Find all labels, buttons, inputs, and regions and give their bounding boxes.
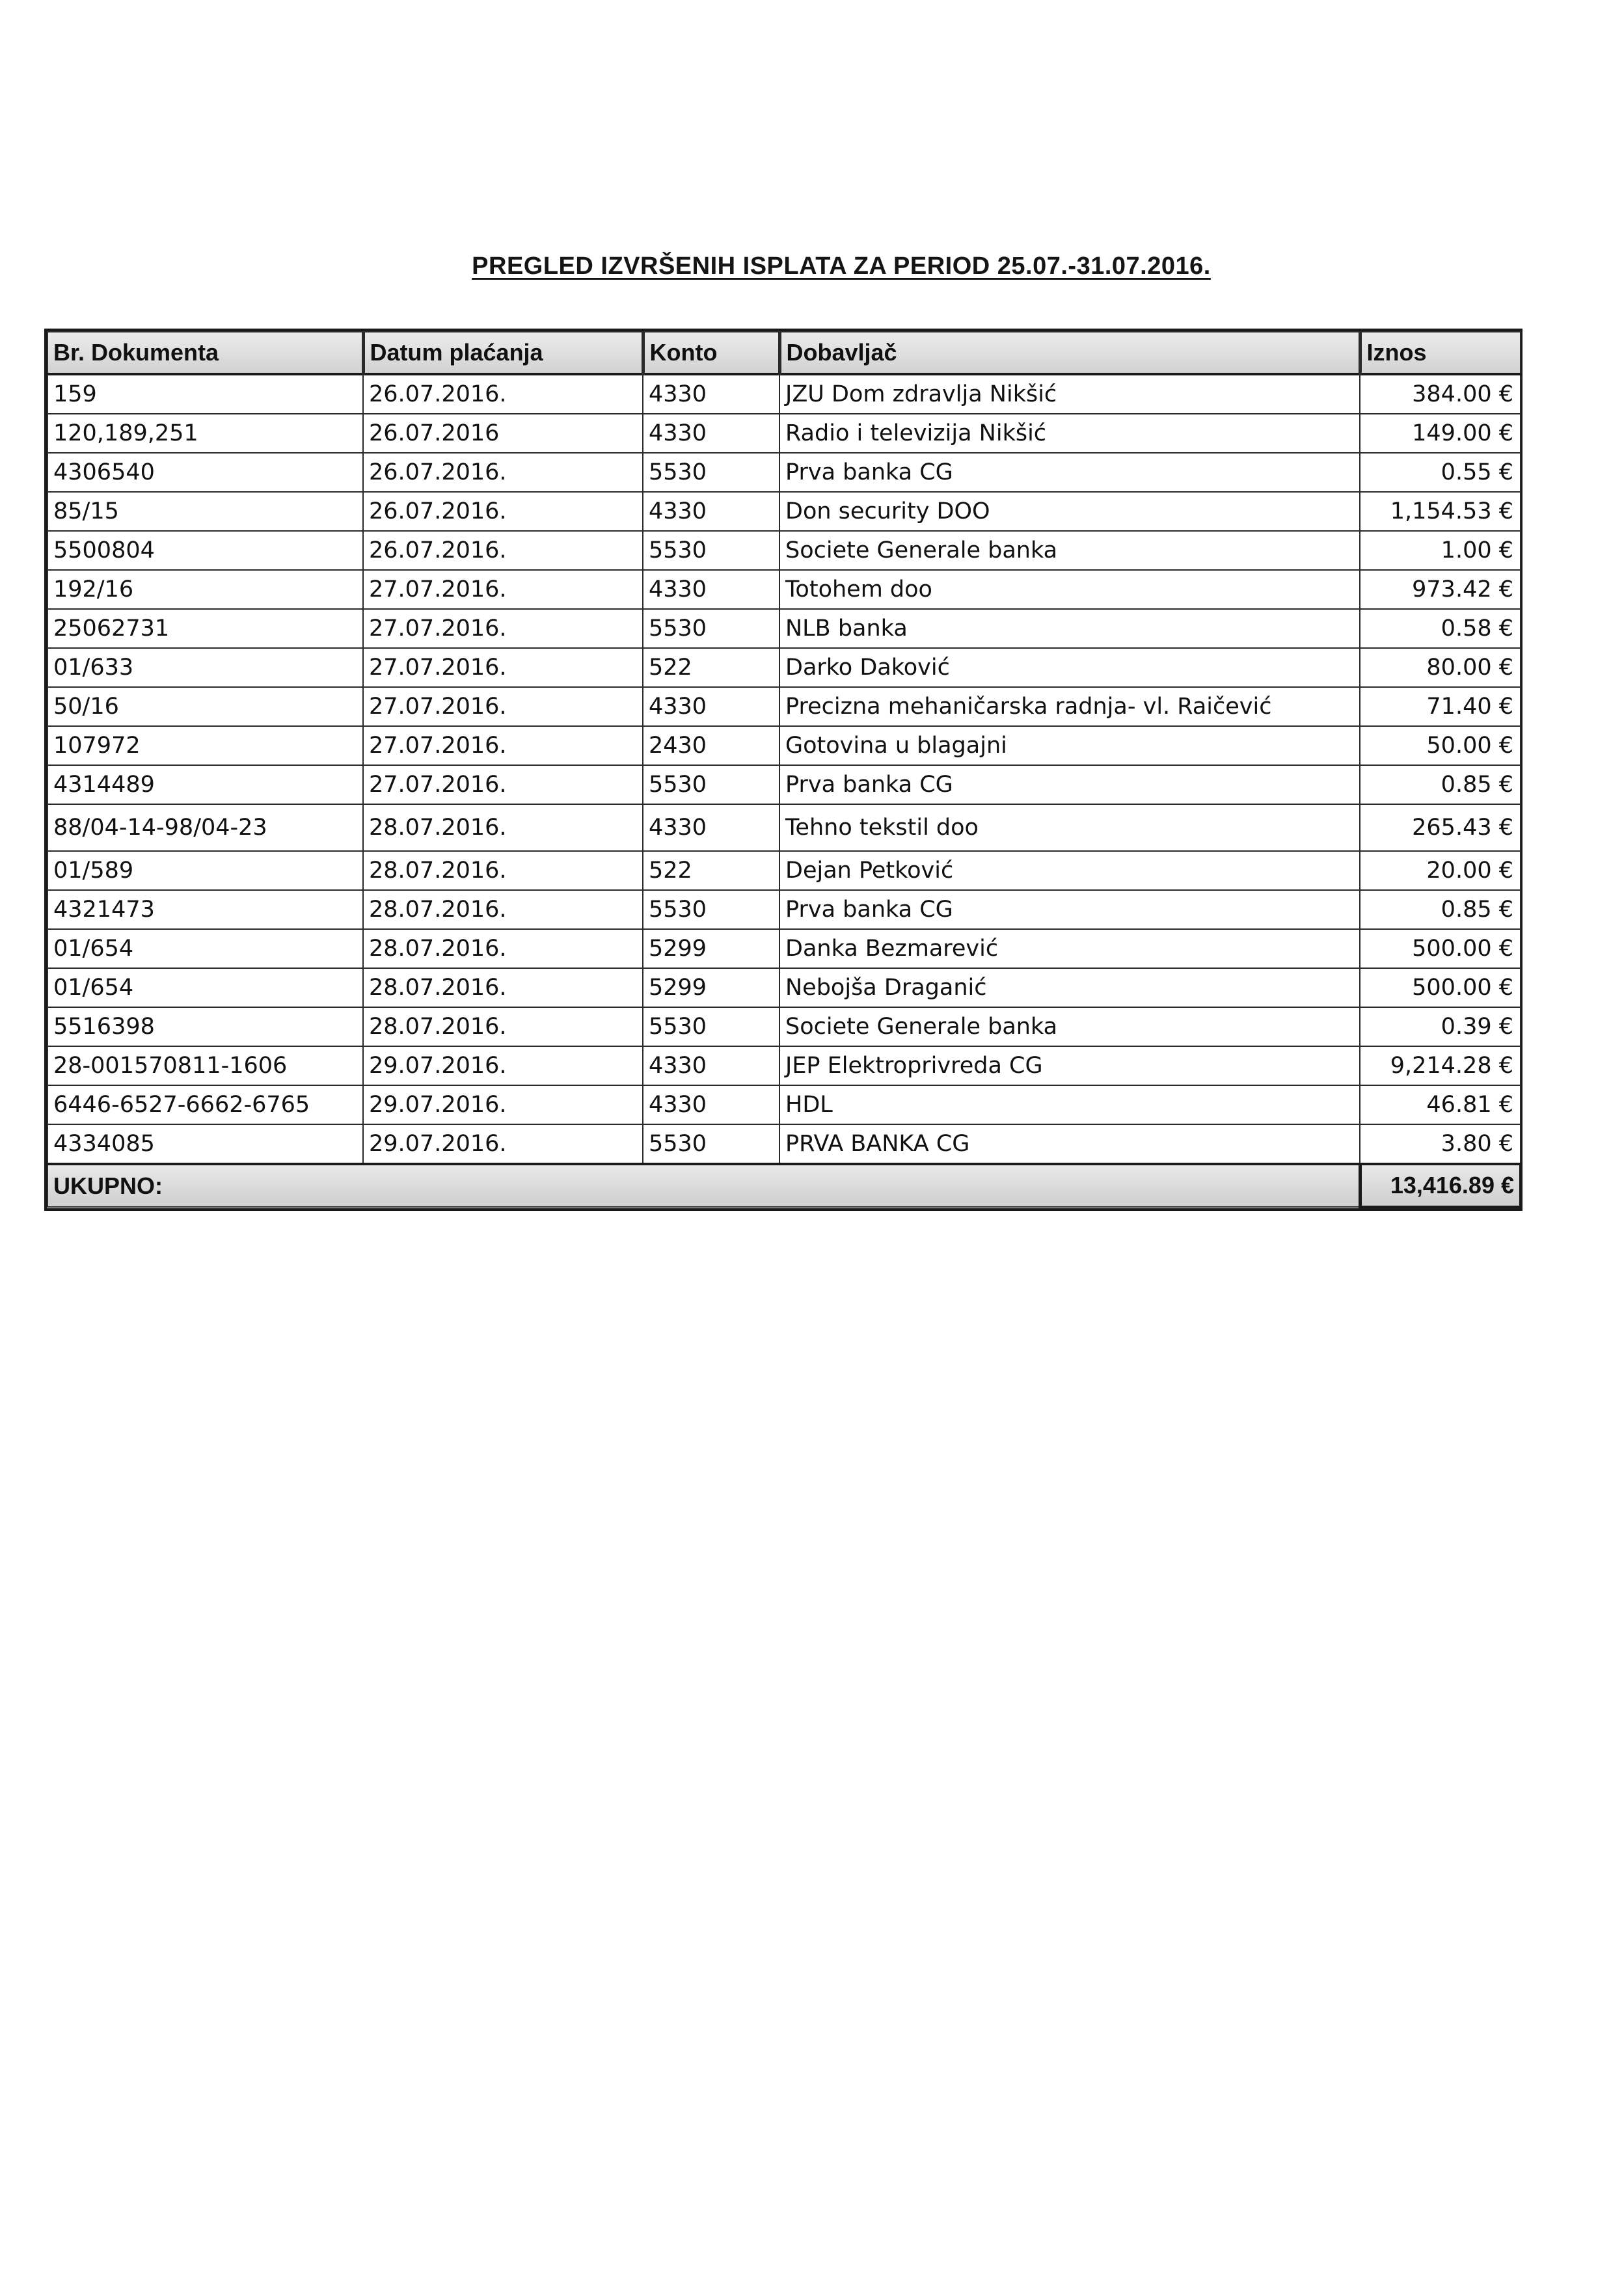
cell-account: 5530	[643, 765, 779, 804]
table-row	[47, 1085, 1521, 1124]
cell-supplier: Tehno tekstil doo	[779, 804, 1360, 851]
cell-amount: 973.42 €	[1360, 570, 1521, 609]
cell-payment-date: 28.07.2016.	[363, 804, 643, 851]
cell-amount: 20.00 €	[1360, 851, 1521, 890]
cell-document-number: 5516398	[47, 1007, 363, 1046]
cell-supplier: Prva banka CG	[779, 890, 1360, 929]
cell-account: 5299	[643, 968, 779, 1007]
table-row	[47, 1046, 1521, 1085]
table-row	[47, 804, 1521, 851]
cell-amount: 9,214.28 €	[1360, 1046, 1521, 1085]
cell-account: 5530	[643, 890, 779, 929]
cell-supplier: Dejan Petković	[779, 851, 1360, 890]
cell-document-number: 25062731	[47, 609, 363, 648]
total-label: UKUPNO:	[47, 1164, 363, 1207]
cell-supplier: Nebojša Draganić	[779, 968, 1360, 1007]
payments-table	[47, 331, 1522, 1208]
cell-account: 4330	[643, 414, 779, 453]
table-row	[47, 570, 1521, 609]
cell-account: 5530	[643, 531, 779, 570]
cell-document-number: 4321473	[47, 890, 363, 929]
total-filler-cell	[779, 1164, 1360, 1207]
cell-amount: 0.85 €	[1360, 890, 1521, 929]
cell-document-number: 4306540	[47, 453, 363, 492]
cell-supplier: Don security DOO	[779, 492, 1360, 531]
cell-payment-date: 26.07.2016.	[363, 453, 643, 492]
cell-account: 4330	[643, 492, 779, 531]
cell-account: 4330	[643, 687, 779, 726]
cell-payment-date: 28.07.2016.	[363, 890, 643, 929]
cell-account: 4330	[643, 804, 779, 851]
cell-amount: 0.58 €	[1360, 609, 1521, 648]
table-row	[47, 414, 1521, 453]
cell-supplier: Danka Bezmarević	[779, 929, 1360, 968]
cell-document-number: 6446-6527-6662-6765	[47, 1085, 363, 1124]
cell-payment-date: 29.07.2016.	[363, 1046, 643, 1085]
cell-payment-date: 26.07.2016.	[363, 531, 643, 570]
cell-supplier: NLB banka	[779, 609, 1360, 648]
cell-supplier: Gotovina u blagajni	[779, 726, 1360, 765]
cell-payment-date: 27.07.2016.	[363, 609, 643, 648]
cell-document-number: 159	[47, 374, 363, 414]
cell-payment-date: 27.07.2016.	[363, 726, 643, 765]
cell-payment-date: 27.07.2016.	[363, 765, 643, 804]
cell-amount: 500.00 €	[1360, 929, 1521, 968]
cell-amount: 80.00 €	[1360, 648, 1521, 687]
cell-payment-date: 28.07.2016.	[363, 929, 643, 968]
cell-supplier: Societe Generale banka	[779, 531, 1360, 570]
table-body	[47, 374, 1521, 1164]
cell-document-number: 28-001570811-1606	[47, 1046, 363, 1085]
cell-amount: 1,154.53 €	[1360, 492, 1521, 531]
cell-account: 5299	[643, 929, 779, 968]
cell-supplier: JZU Dom zdravlja Nikšić	[779, 374, 1360, 414]
cell-document-number: 4334085	[47, 1124, 363, 1164]
cell-supplier: PRVA BANKA CG	[779, 1124, 1360, 1164]
table-row	[47, 851, 1521, 890]
cell-document-number: 01/589	[47, 851, 363, 890]
cell-account: 4330	[643, 1085, 779, 1124]
cell-amount: 149.00 €	[1360, 414, 1521, 453]
cell-payment-date: 26.07.2016.	[363, 374, 643, 414]
table-row	[47, 374, 1521, 414]
cell-document-number: 120,189,251	[47, 414, 363, 453]
cell-document-number: 192/16	[47, 570, 363, 609]
cell-supplier: Darko Daković	[779, 648, 1360, 687]
cell-amount: 0.55 €	[1360, 453, 1521, 492]
total-filler-cell	[363, 1164, 643, 1207]
cell-supplier: Totohem doo	[779, 570, 1360, 609]
table-row	[47, 890, 1521, 929]
cell-payment-date: 26.07.2016.	[363, 492, 643, 531]
cell-supplier: Prva banka CG	[779, 453, 1360, 492]
cell-amount: 1.00 €	[1360, 531, 1521, 570]
table-row	[47, 492, 1521, 531]
table-row	[47, 968, 1521, 1007]
cell-document-number: 01/654	[47, 929, 363, 968]
table-row	[47, 1007, 1521, 1046]
cell-account: 5530	[643, 453, 779, 492]
cell-account: 522	[643, 851, 779, 890]
cell-account: 522	[643, 648, 779, 687]
total-row	[47, 1164, 1521, 1207]
table-row	[47, 1124, 1521, 1164]
cell-payment-date: 28.07.2016.	[363, 968, 643, 1007]
column-header-payment-date: Datum plaćanja	[363, 332, 643, 374]
cell-payment-date: 29.07.2016.	[363, 1124, 643, 1164]
table-row	[47, 531, 1521, 570]
column-header-supplier: Dobavljač	[779, 332, 1360, 374]
cell-payment-date: 28.07.2016.	[363, 1007, 643, 1046]
cell-document-number: 01/654	[47, 968, 363, 1007]
cell-document-number: 01/633	[47, 648, 363, 687]
cell-amount: 384.00 €	[1360, 374, 1521, 414]
cell-amount: 0.85 €	[1360, 765, 1521, 804]
table-row	[47, 453, 1521, 492]
cell-payment-date: 27.07.2016.	[363, 687, 643, 726]
cell-account: 4330	[643, 374, 779, 414]
cell-supplier: Precizna mehaničarska radnja- vl. Raičević	[779, 687, 1360, 726]
column-header-amount: Iznos	[1360, 332, 1521, 374]
table-row	[47, 609, 1521, 648]
cell-amount: 265.43 €	[1360, 804, 1521, 851]
cell-payment-date: 27.07.2016.	[363, 648, 643, 687]
cell-document-number: 85/15	[47, 492, 363, 531]
column-header-account: Konto	[643, 332, 779, 374]
cell-amount: 0.39 €	[1360, 1007, 1521, 1046]
column-header-document-number: Br. Dokumenta	[47, 332, 363, 374]
cell-document-number: 88/04-14-98/04-23	[47, 804, 363, 851]
table-row	[47, 687, 1521, 726]
cell-document-number: 107972	[47, 726, 363, 765]
table-header-row	[47, 332, 1521, 374]
cell-account: 5530	[643, 609, 779, 648]
cell-supplier: JEP Elektroprivreda CG	[779, 1046, 1360, 1085]
table-row	[47, 929, 1521, 968]
table-row	[47, 648, 1521, 687]
cell-account: 2430	[643, 726, 779, 765]
cell-amount: 46.81 €	[1360, 1085, 1521, 1124]
total-filler-cell	[643, 1164, 779, 1207]
cell-supplier: Radio i televizija Nikšić	[779, 414, 1360, 453]
cell-payment-date: 28.07.2016.	[363, 851, 643, 890]
cell-amount: 500.00 €	[1360, 968, 1521, 1007]
cell-amount: 71.40 €	[1360, 687, 1521, 726]
cell-account: 4330	[643, 570, 779, 609]
cell-amount: 3.80 €	[1360, 1124, 1521, 1164]
cell-payment-date: 29.07.2016.	[363, 1085, 643, 1124]
cell-amount: 50.00 €	[1360, 726, 1521, 765]
cell-account: 4330	[643, 1046, 779, 1085]
cell-document-number: 4314489	[47, 765, 363, 804]
table-row	[47, 726, 1521, 765]
cell-payment-date: 27.07.2016.	[363, 570, 643, 609]
cell-supplier: HDL	[779, 1085, 1360, 1124]
cell-supplier: Prva banka CG	[779, 765, 1360, 804]
cell-account: 5530	[643, 1124, 779, 1164]
cell-document-number: 5500804	[47, 531, 363, 570]
table-row	[47, 765, 1521, 804]
payments-table-frame	[44, 329, 1522, 1211]
document-title: PREGLED IZVRŠENIH ISPLATA ZA PERIOD 25.07.-31.07.2016.	[472, 252, 1211, 280]
total-amount: 13,416.89 €	[1360, 1164, 1521, 1207]
cell-supplier: Societe Generale banka	[779, 1007, 1360, 1046]
cell-payment-date: 26.07.2016	[363, 414, 643, 453]
cell-document-number: 50/16	[47, 687, 363, 726]
cell-account: 5530	[643, 1007, 779, 1046]
